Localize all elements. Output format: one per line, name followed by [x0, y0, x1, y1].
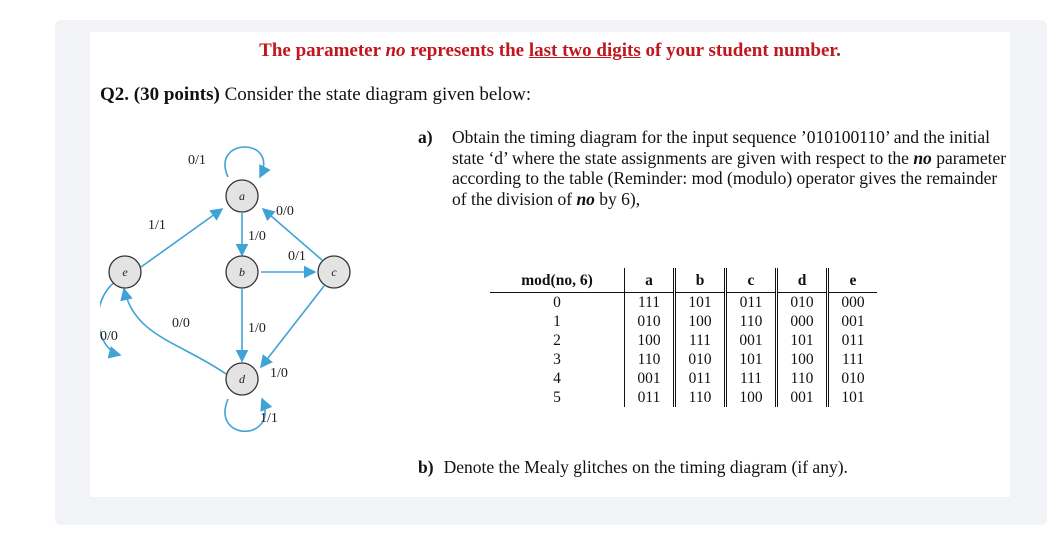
state-diagram [100, 127, 390, 467]
table-cell: 1 [553, 313, 561, 330]
table-cell: 001 [726, 331, 777, 350]
title-param: no [385, 40, 406, 61]
state-a-label: a [239, 189, 245, 203]
label-d-self: 1/1 [260, 411, 278, 426]
title-underlined: last two digits [528, 40, 641, 61]
title-text-1: The parameter [259, 40, 386, 61]
label-c-to-a: 0/0 [276, 204, 294, 219]
table-cell: 101 [828, 388, 878, 407]
table-row [490, 388, 877, 407]
table-row [490, 331, 877, 350]
table-cell: 100 [726, 388, 777, 407]
table-cell: 110 [675, 388, 726, 407]
part-a-param-2: no [576, 188, 595, 209]
table-cell: 101 [726, 350, 777, 369]
edge-d-self [225, 399, 265, 431]
table-cell: 0 [553, 294, 561, 311]
header-c: c [726, 268, 777, 293]
part-a-text-1: Obtain the timing diagram for the input sequence ’010100110’ and the initial state ‘d’ where the state assignments are given with respect to the [452, 127, 990, 168]
question-label: Q2. (30 points) [100, 84, 220, 105]
table-row [490, 312, 877, 331]
table-cell: 110 [777, 369, 828, 388]
state-b-label: b [239, 265, 245, 279]
table-cell: 011 [726, 293, 777, 313]
label-c-to-d: 1/0 [270, 366, 288, 381]
label-a-self: 0/1 [188, 153, 206, 168]
state-c-label: c [331, 265, 337, 279]
table-cell: 001 [777, 388, 828, 407]
header-b: b [675, 268, 726, 293]
label-e-to-a: 1/1 [148, 218, 166, 233]
question-sheet [90, 32, 1010, 497]
table-cell: 110 [625, 350, 675, 369]
table-cell: 000 [828, 293, 878, 313]
table-cell: 111 [625, 293, 675, 313]
part-a-text-3: by 6), [594, 188, 641, 209]
state-e-label: e [122, 265, 128, 279]
question-heading [100, 84, 531, 106]
table-cell: 101 [675, 293, 726, 313]
header-a: a [625, 268, 675, 293]
table-cell: 2 [553, 332, 561, 349]
table-cell: 101 [777, 331, 828, 350]
part-b-label: b) [418, 457, 434, 477]
label-a-to-b: 1/0 [248, 229, 266, 244]
table-row [490, 369, 877, 388]
part-b [418, 457, 848, 478]
header-e: e [828, 268, 878, 293]
table-cell: 110 [726, 312, 777, 331]
table-cell: 100 [625, 331, 675, 350]
part-b-text: Denote the Mealy glitches on the timing diagram (if any). [443, 457, 848, 477]
table-cell: 011 [675, 369, 726, 388]
label-e-self: 0/0 [100, 329, 118, 344]
table-cell: 100 [675, 312, 726, 331]
state-d-label: d [239, 372, 245, 386]
table-cell: 111 [675, 331, 726, 350]
label-b-to-d: 1/0 [248, 321, 266, 336]
title-text-2: represents the [405, 40, 529, 61]
title-text-3: of your student number. [640, 40, 841, 61]
table-cell: 5 [553, 389, 561, 406]
edge-c-to-d [261, 286, 324, 367]
table-cell: 010 [625, 312, 675, 331]
label-b-to-c: 0/1 [288, 249, 306, 264]
table-header-row [490, 268, 877, 293]
table-cell: 011 [828, 331, 878, 350]
table-cell: 4 [553, 370, 561, 387]
table-cell: 010 [675, 350, 726, 369]
header-d: d [777, 268, 828, 293]
table-cell: 000 [777, 312, 828, 331]
table-row [490, 293, 877, 313]
edge-a-self [225, 147, 264, 177]
part-a-param: no [913, 147, 932, 168]
table-cell: 111 [828, 350, 878, 369]
instruction-banner [90, 40, 1010, 62]
part-a-text [452, 127, 1012, 209]
header-mod: mod(no, 6) [490, 268, 625, 293]
table-cell: 010 [828, 369, 878, 388]
part-a-label: a) [418, 127, 433, 147]
part-a-text-2: parameter according to the table (Reminder: mod (modulo) operator gives the remainder of the division of [452, 147, 1007, 209]
label-d-to-e: 0/0 [172, 316, 190, 331]
table-cell: 100 [777, 350, 828, 369]
table-cell: 001 [625, 369, 675, 388]
table-cell: 3 [553, 351, 561, 368]
table-cell: 001 [828, 312, 878, 331]
state-assignment-table [490, 268, 877, 407]
table-cell: 010 [777, 293, 828, 313]
table-cell: 011 [625, 388, 675, 407]
table-cell: 111 [726, 369, 777, 388]
edge-d-to-e [124, 289, 226, 374]
table-row [490, 350, 877, 369]
question-text: Consider the state diagram given below: [219, 84, 532, 105]
